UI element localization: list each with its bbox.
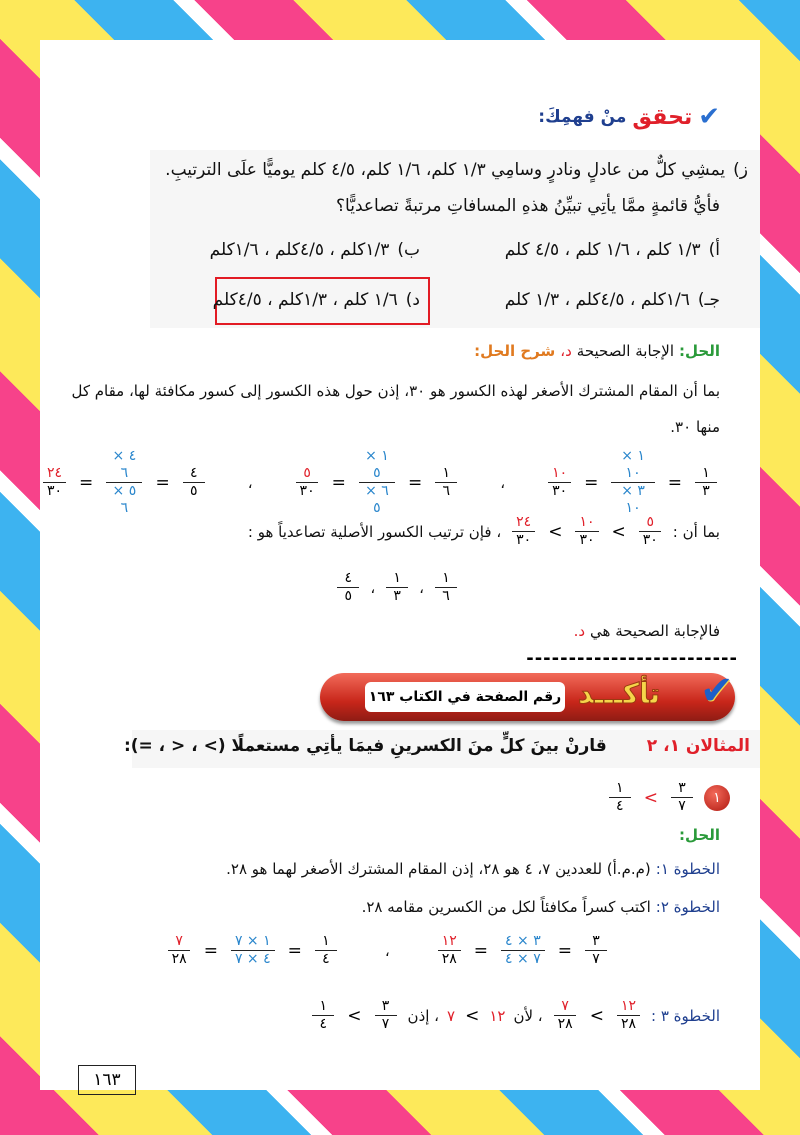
operator: = [287, 940, 302, 961]
problem-number-badge: ١ [704, 785, 730, 811]
operator: = [331, 472, 346, 493]
denominator: ٥ [189, 483, 198, 499]
equation [40, 448, 208, 517]
fraction [296, 465, 319, 500]
separator: ، [247, 473, 253, 492]
denominator: ٥ × ٦ [112, 483, 137, 516]
option-text: ١/٦ كلم ، ١/٣كلم ، ٤/٥كلم [212, 290, 398, 310]
numerator: ١ × ٧ [231, 933, 275, 951]
denominator: ٣٠ [516, 532, 532, 548]
fraction [315, 933, 337, 968]
denominator: ٤ [615, 798, 624, 814]
inline-text: ، لأن [513, 1006, 543, 1025]
fraction [695, 465, 717, 500]
numerator: ١ [312, 998, 334, 1016]
denominator: ٧ [381, 1016, 390, 1032]
operator: = [79, 472, 94, 493]
denominator: ٢٨ [557, 1016, 573, 1032]
denominator: ٦ [442, 483, 451, 499]
step-label: الخطوة ٢: [655, 898, 720, 916]
final-letter: د. [573, 622, 586, 640]
option-b[interactable] [210, 240, 420, 260]
equation [165, 933, 340, 968]
separator: ، [384, 941, 390, 960]
explain-para-2: منها ٣٠. [670, 418, 720, 436]
denominator: ٦ [442, 588, 450, 604]
step-label: الخطوة ٣ : [651, 1006, 720, 1025]
question-line1 [165, 160, 748, 180]
denominator: ٣٠ [552, 483, 568, 499]
question-text-2: فأيُّ قائمةٍ ممَّا يأتِي تبيِّنُ هذهِ المسافاتِ مرتبةً تصاعديًّا؟ [336, 196, 720, 216]
fraction [639, 514, 662, 549]
operator: < [347, 1005, 362, 1026]
inequality-line [248, 514, 720, 549]
operator: < [465, 1005, 480, 1026]
question-letter: ز) [733, 160, 748, 180]
numerator: ٣ [375, 998, 397, 1016]
numerator: ١٠ [548, 465, 571, 483]
step-2 [362, 898, 720, 916]
since-label: بما أن : [672, 522, 720, 541]
fraction [106, 448, 142, 517]
numerator: ١ [315, 933, 337, 951]
fraction [548, 465, 571, 500]
numerator: ١ [386, 570, 408, 588]
fraction [554, 998, 577, 1033]
option-text: ١/٣كلم ، ٤/٥كلم ، ١/٦كلم [209, 240, 390, 260]
step-text: (م.م.أ) للعددين ٧، ٤ هو ٢٨، إذن المقام المشترك الأصغر لهما هو ٢٨. [226, 860, 651, 878]
operator: = [155, 472, 170, 493]
step-3 [309, 998, 720, 1033]
answer-letter: د، [560, 342, 572, 360]
ascending-order [334, 570, 460, 605]
denominator: ٣٠ [299, 483, 315, 499]
denominator: ٤ [319, 1016, 328, 1032]
book-page-label: رقم الصفحة في الكتاب ١٦٣ [365, 682, 565, 712]
numerator: ٣ [585, 933, 607, 951]
equation [435, 933, 610, 968]
numerator: ٤ × ٦ [106, 448, 142, 483]
fraction [312, 998, 334, 1033]
step-1 [226, 860, 720, 878]
step-3-comparison [309, 998, 643, 1033]
operator: < [611, 521, 626, 542]
option-label: ب) [397, 240, 420, 260]
numerator: ٧ [554, 998, 576, 1016]
explain-label: شرح الحل: [474, 342, 556, 360]
numerator: ١٠ [575, 514, 598, 532]
operator: < [548, 521, 563, 542]
denominator: ٢٨ [171, 951, 187, 967]
numerator: ٧ [168, 933, 190, 951]
option-label: أ) [708, 240, 720, 260]
solution-label: الحل: [679, 342, 720, 360]
option-a[interactable] [505, 240, 720, 260]
fraction [585, 933, 607, 968]
numerator: ١ [609, 780, 631, 798]
fraction [617, 998, 640, 1033]
denominator: ٣٠ [579, 532, 595, 548]
denominator: ٧ × ٤ [505, 951, 541, 967]
fraction [337, 570, 359, 605]
page [40, 40, 760, 1090]
denominator: ٣ [702, 483, 710, 499]
inline-text: ، [370, 578, 376, 597]
denominator: ٣٠ [47, 483, 63, 499]
equation [545, 448, 720, 517]
operator: = [557, 940, 572, 961]
fraction [43, 465, 66, 500]
numerator: ٥ [296, 465, 318, 483]
banner-title: تأكـــد [578, 677, 661, 710]
operator: = [408, 472, 423, 493]
solution-heading [474, 342, 720, 360]
problem-comparison [606, 780, 696, 815]
explain-para-1: بما أن المقام المشترك الأصغر لهذه الكسور هو ٣٠، إذن حول هذه الكسور إلى كسور مكافئة لها، مقام كل [71, 382, 720, 400]
operator: = [203, 940, 218, 961]
question-text: يمشِي كلٌّ من عادلٍ ونادرٍ وسامِي ١/٣ كلم، ١/٦ كلم، ٤/٥ كلم يوميًّا علَى الترتيبِ. [165, 160, 726, 180]
fraction [438, 933, 461, 968]
denominator: ٣ [393, 588, 401, 604]
instruction-text: قارنْ بينَ كلٍّ منَ الكسرينِ فيمَا يأتِي مستعملًا (> ، < ، =): [123, 736, 607, 756]
fraction [501, 933, 545, 968]
denominator: ٦ × ٥ [365, 483, 389, 516]
numerator: ١ × ١٠ [611, 448, 654, 483]
numerator: ٢٤ [43, 465, 66, 483]
fraction [611, 448, 654, 517]
fraction [231, 933, 275, 968]
confirm-banner [320, 673, 735, 721]
operator: = [667, 472, 682, 493]
fraction [575, 514, 598, 549]
fraction [183, 465, 205, 500]
fraction [386, 570, 408, 605]
numerator: ١ [435, 465, 457, 483]
operator: = [584, 472, 599, 493]
fraction [609, 780, 631, 815]
option-text: ١/٣ كلم ، ١/٦ كلم ، ٤/٥ كلم [504, 240, 701, 260]
numerator: ١ [435, 570, 457, 588]
dashed-divider: ------------------------- [526, 648, 738, 669]
inline-text: ٧ [447, 1006, 456, 1025]
check-understanding-header [538, 102, 720, 132]
since-tail: ، فإن ترتيب الكسور الأصلية تصاعدياً هو : [247, 522, 502, 541]
example-line [124, 736, 750, 756]
fraction [512, 514, 535, 549]
fraction [375, 998, 397, 1033]
numerator: ٥ [639, 514, 661, 532]
fraction [435, 465, 457, 500]
final-answer [574, 622, 720, 640]
solution-label: الحل: [679, 826, 720, 844]
step-label: الخطوة ١: [655, 860, 720, 878]
denominator: ٢٨ [620, 1016, 636, 1032]
denominator: ٤ × ٧ [234, 951, 271, 967]
denominator: ٣٠ [642, 532, 658, 548]
operator: = [473, 940, 489, 961]
option-text: ١/٦كلم ، ٤/٥كلم ، ١/٣ كلم [504, 290, 690, 310]
option-label: د) [405, 290, 420, 310]
inequality [509, 514, 665, 549]
numerator: ١٢ [438, 933, 461, 951]
fraction [435, 570, 457, 605]
numerator: ١٢ [617, 998, 640, 1016]
denominator: ٣ × ١٠ [621, 483, 645, 516]
numerator: ١ × ٥ [359, 448, 395, 483]
denominator: ٤ [322, 951, 330, 967]
answer-text: الإجابة الصحيحة [576, 342, 675, 360]
header-word-check: تحقق [632, 104, 693, 130]
numerator: ٤ [183, 465, 205, 483]
denominator: ٧ [592, 951, 600, 967]
operator: < [589, 1005, 604, 1026]
problem-1 [606, 780, 730, 815]
example-label: المثالان ١، ٢ [646, 736, 750, 756]
option-label: جـ) [697, 290, 720, 310]
fraction [168, 933, 191, 968]
option-c[interactable] [505, 290, 720, 310]
numerator: ٣ × ٤ [501, 933, 545, 951]
check-icon: ✔ [698, 102, 720, 132]
numerator: ٣ [671, 780, 693, 798]
option-d[interactable] [213, 290, 420, 310]
final-text: فالإجابة الصحيحة هي [590, 622, 720, 640]
denominator: ٢٨ [441, 951, 457, 967]
numerator: ٤ [337, 570, 359, 588]
denominator: ٥ [344, 588, 353, 604]
fraction [671, 780, 693, 815]
inline-text: ، إذن [407, 1006, 440, 1025]
separator: ، [500, 473, 506, 492]
page-number: ١٦٣ [78, 1065, 136, 1095]
header-word-understanding: منْ فهمِكَ: [538, 107, 627, 127]
equivalent-fractions-2 [165, 933, 610, 968]
denominator: ٧ [678, 798, 686, 814]
inline-text: ، [419, 578, 424, 597]
numerator: ٢٤ [512, 514, 535, 532]
equation [293, 448, 461, 517]
check-icon: ✔ [700, 668, 734, 714]
inline-text: ١٢ [489, 1006, 506, 1025]
operator: < [643, 787, 658, 808]
step-text: اكتب كسراً مكافئاً لكل من الكسرين مقامه ٢٨. [361, 898, 651, 916]
equivalent-fractions-1 [40, 448, 720, 517]
fraction [359, 448, 395, 517]
numerator: ١ [695, 465, 717, 483]
